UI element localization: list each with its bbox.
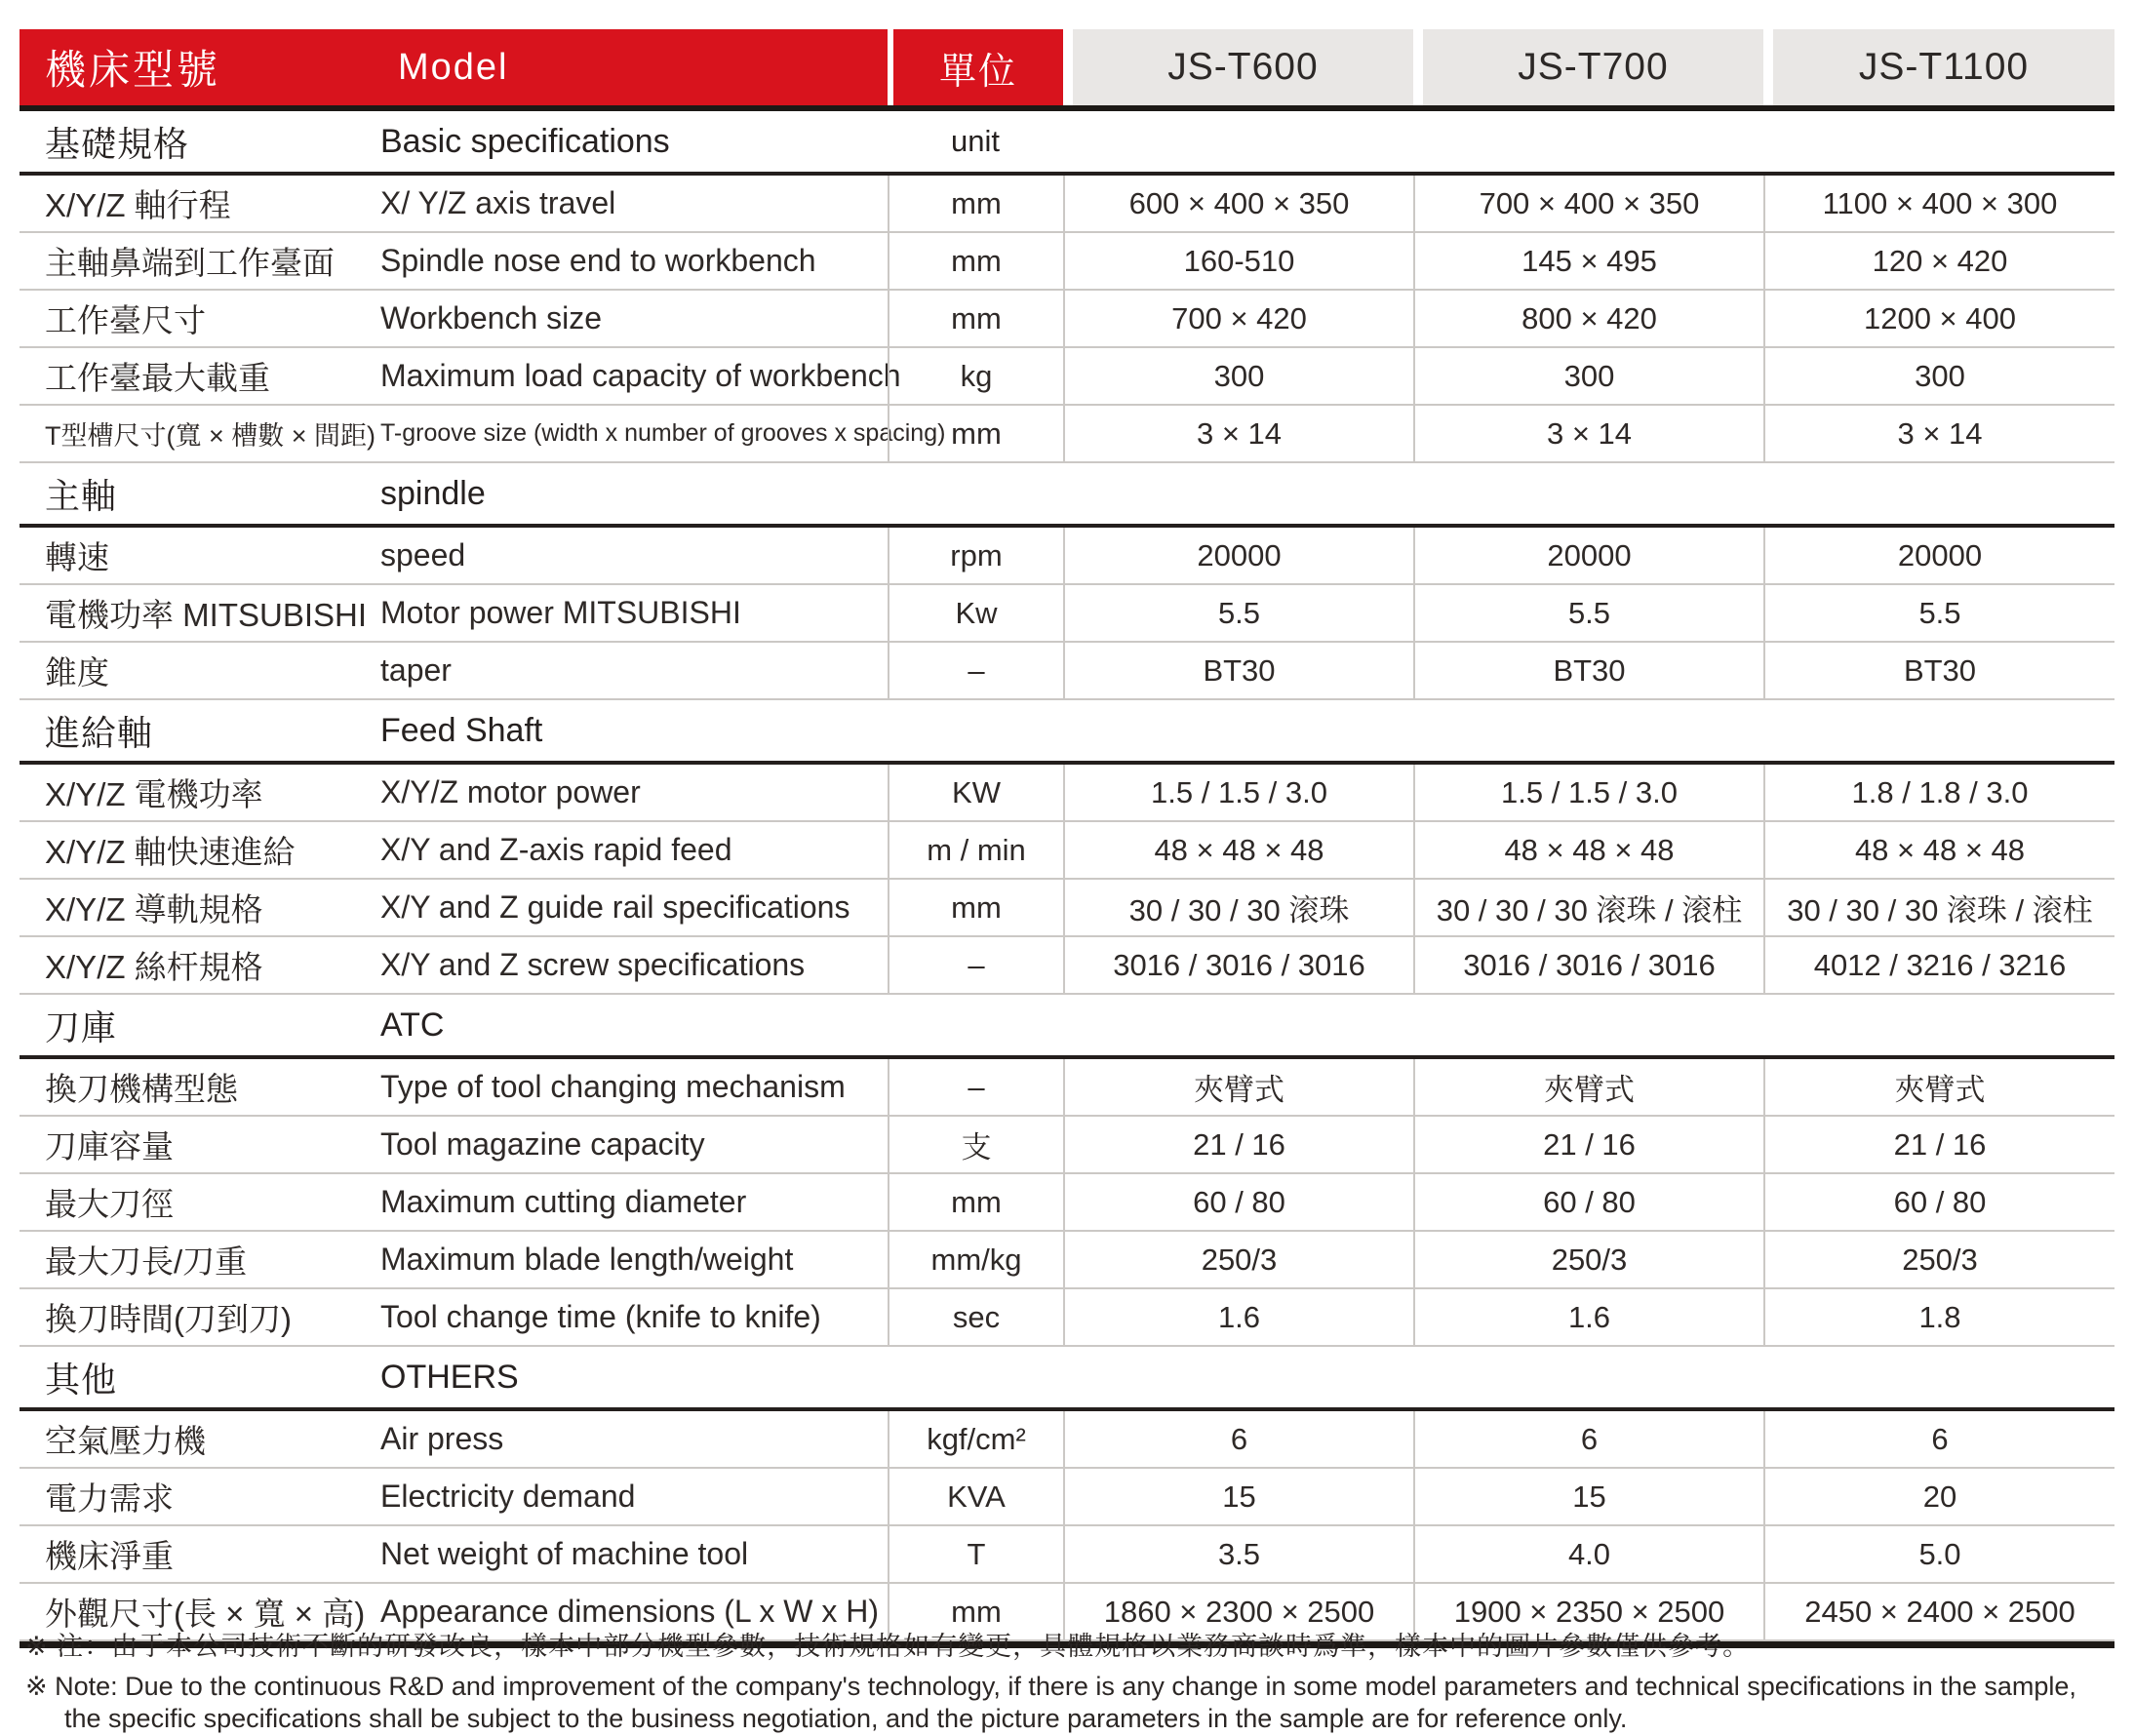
row-label-en: Workbench size bbox=[380, 300, 603, 335]
row-value: 1900 × 2350 × 2500 bbox=[1413, 1584, 1763, 1639]
row-value: 30 / 30 / 30 滚珠 / 滚柱 bbox=[1413, 880, 1763, 935]
spec-row bbox=[20, 1411, 2114, 1469]
section-title-zh: 主軸 bbox=[45, 475, 118, 516]
row-label-zh: X/Y/Z 電機功率 bbox=[45, 776, 263, 812]
row-label-en: X/Y and Z guide rail specifications bbox=[380, 889, 850, 925]
row-label-en: T-groove size (width x number of grooves x spacing) bbox=[380, 419, 946, 447]
section-row bbox=[20, 463, 2114, 528]
row-value: 48 × 48 × 48 bbox=[1413, 822, 1763, 878]
spec-row bbox=[20, 1174, 2114, 1232]
model-header-cell-js-t1100: JS-T1100 bbox=[1763, 29, 2114, 105]
row-label-zh: X/Y/Z 導軌規格 bbox=[45, 891, 263, 927]
row-value: 1.5 / 1.5 / 3.0 bbox=[1063, 765, 1413, 820]
row-label-zh: 機床淨重 bbox=[45, 1538, 174, 1574]
row-unit: sec bbox=[888, 1289, 1063, 1345]
spec-row bbox=[20, 348, 2114, 406]
row-value: 60 / 80 bbox=[1063, 1174, 1413, 1230]
row-label-en: Type of tool changing mechanism bbox=[380, 1069, 846, 1104]
spec-row bbox=[20, 1526, 2114, 1584]
row-label-en: X/Y/Z motor power bbox=[380, 774, 641, 809]
row-value: 160-510 bbox=[1063, 233, 1413, 289]
row-value: 5.0 bbox=[1763, 1526, 2114, 1582]
row-value: 20000 bbox=[1063, 528, 1413, 583]
row-value: 1.8 bbox=[1763, 1289, 2114, 1345]
spec-row bbox=[20, 528, 2114, 585]
row-label-zh: X/Y/Z 軸行程 bbox=[45, 187, 231, 223]
row-label-zh: X/Y/Z 絲杆規格 bbox=[45, 949, 263, 985]
row-label-en: taper bbox=[380, 652, 452, 688]
row-label-en: Tool change time (knife to knife) bbox=[380, 1299, 821, 1334]
row-value: 300 bbox=[1763, 348, 2114, 404]
row-unit: mm bbox=[888, 880, 1063, 935]
model-label-zh: 機床型號 bbox=[45, 47, 221, 93]
row-unit: KW bbox=[888, 765, 1063, 820]
row-value: 800 × 420 bbox=[1413, 291, 1763, 346]
row-value: 250/3 bbox=[1413, 1232, 1763, 1287]
row-value: 夾臂式 bbox=[1763, 1059, 2114, 1115]
row-label-en: Maximum blade length/weight bbox=[380, 1242, 794, 1277]
row-value: 3016 / 3016 / 3016 bbox=[1063, 937, 1413, 993]
row-value: 1.8 / 1.8 / 3.0 bbox=[1763, 765, 2114, 820]
row-unit: mm bbox=[888, 1584, 1063, 1639]
row-label-zh: 最大刀長/刀重 bbox=[45, 1243, 248, 1280]
row-value: 3 × 14 bbox=[1413, 406, 1763, 461]
row-label-zh: T型槽尺寸(寬 × 槽數 × 間距) bbox=[45, 421, 376, 451]
row-unit: mm/kg bbox=[888, 1232, 1063, 1287]
row-value: 1860 × 2300 × 2500 bbox=[1063, 1584, 1413, 1639]
section-unit-label: unit bbox=[951, 124, 1000, 158]
table-body bbox=[20, 111, 2114, 1641]
spec-row bbox=[20, 822, 2114, 880]
row-unit: m / min bbox=[888, 822, 1063, 878]
row-unit: – bbox=[888, 643, 1063, 698]
spec-row bbox=[20, 765, 2114, 822]
spec-row bbox=[20, 406, 2114, 463]
section-title-en: ATC bbox=[380, 1006, 445, 1044]
row-value: 250/3 bbox=[1063, 1232, 1413, 1287]
row-value: 145 × 495 bbox=[1413, 233, 1763, 289]
row-value: 1.6 bbox=[1413, 1289, 1763, 1345]
row-label-zh: 錐度 bbox=[45, 654, 109, 690]
row-value: 夾臂式 bbox=[1413, 1059, 1763, 1115]
row-unit: – bbox=[888, 937, 1063, 993]
row-value: 700 × 400 × 350 bbox=[1413, 176, 1763, 231]
model-header-cell-js-t600: JS-T600 bbox=[1063, 29, 1413, 105]
row-label-zh: 刀庫容量 bbox=[45, 1128, 174, 1164]
row-unit: kg bbox=[888, 348, 1063, 404]
row-value: 120 × 420 bbox=[1763, 233, 2114, 289]
row-label-en: X/ Y/Z axis travel bbox=[380, 185, 616, 220]
spec-row bbox=[20, 1117, 2114, 1174]
row-value: 6 bbox=[1413, 1411, 1763, 1467]
row-unit: T bbox=[888, 1526, 1063, 1582]
row-label-zh: 工作臺最大載重 bbox=[45, 360, 270, 396]
spec-row bbox=[20, 1059, 2114, 1117]
row-value: 3 × 14 bbox=[1063, 406, 1413, 461]
row-label-en: Appearance dimensions (L x W x H) bbox=[380, 1594, 880, 1629]
section-row bbox=[20, 995, 2114, 1059]
spec-row bbox=[20, 585, 2114, 643]
row-label-en: Air press bbox=[380, 1421, 504, 1456]
footnote-zh: ※ 注：由于本公司技術不斷的研發改良，樣本中部分機型參數，技術規格如有變更，具體規格以業務商談時爲準，樣本中的圖片參數僅供參考。 bbox=[25, 1632, 1751, 1661]
row-unit: mm bbox=[888, 406, 1063, 461]
section-row bbox=[20, 700, 2114, 765]
section-title-zh: 基礎規格 bbox=[45, 123, 190, 164]
section-title-en: Basic specifications bbox=[380, 122, 670, 160]
section-title-en: OTHERS bbox=[380, 1358, 519, 1396]
spec-row bbox=[20, 1469, 2114, 1526]
row-label-en: speed bbox=[380, 537, 466, 572]
row-value: 5.5 bbox=[1063, 585, 1413, 641]
row-value: 1.5 / 1.5 / 3.0 bbox=[1413, 765, 1763, 820]
spec-row bbox=[20, 176, 2114, 233]
row-value: 15 bbox=[1063, 1469, 1413, 1524]
spec-row bbox=[20, 1289, 2114, 1347]
row-value: 5.5 bbox=[1763, 585, 2114, 641]
row-label-zh: 最大刀徑 bbox=[45, 1186, 174, 1222]
row-value: 5.5 bbox=[1413, 585, 1763, 641]
row-label-zh: X/Y/Z 軸快速進給 bbox=[45, 834, 296, 870]
row-label-en: Electricity demand bbox=[380, 1479, 636, 1514]
row-value: 15 bbox=[1413, 1469, 1763, 1524]
row-unit: mm bbox=[888, 233, 1063, 289]
spec-row bbox=[20, 937, 2114, 995]
row-value: 2450 × 2400 × 2500 bbox=[1763, 1584, 2114, 1639]
row-value: 20000 bbox=[1763, 528, 2114, 583]
spec-row bbox=[20, 233, 2114, 291]
unit-header-cell: 單位 bbox=[888, 29, 1063, 105]
row-unit: 支 bbox=[888, 1117, 1063, 1172]
row-label-zh: 工作臺尺寸 bbox=[45, 302, 206, 338]
row-unit: Kw bbox=[888, 585, 1063, 641]
model-label-cell bbox=[20, 29, 888, 105]
row-value: BT30 bbox=[1063, 643, 1413, 698]
row-value: 30 / 30 / 30 滚珠 bbox=[1063, 880, 1413, 935]
row-label-zh: 電機功率 MITSUBISHI bbox=[45, 597, 368, 633]
row-value: 3 × 14 bbox=[1763, 406, 2114, 461]
spec-row bbox=[20, 643, 2114, 700]
row-unit: mm bbox=[888, 176, 1063, 231]
row-label-en: X/Y and Z screw specifications bbox=[380, 947, 806, 982]
row-value: 30 / 30 / 30 滚珠 / 滚柱 bbox=[1763, 880, 2114, 935]
row-value: 600 × 400 × 350 bbox=[1063, 176, 1413, 231]
row-unit: kgf/cm² bbox=[888, 1411, 1063, 1467]
row-value: 夾臂式 bbox=[1063, 1059, 1413, 1115]
row-label-zh: 轉速 bbox=[45, 539, 109, 575]
row-value: 48 × 48 × 48 bbox=[1063, 822, 1413, 878]
row-value: BT30 bbox=[1413, 643, 1763, 698]
spec-table bbox=[20, 29, 2114, 1648]
row-label-en: X/Y and Z-axis rapid feed bbox=[380, 832, 732, 867]
row-value: 6 bbox=[1763, 1411, 2114, 1467]
row-label-zh: 換刀時間(刀到刀) bbox=[45, 1301, 292, 1337]
row-value: 4012 / 3216 / 3216 bbox=[1763, 937, 2114, 993]
row-label-zh: 外觀尺寸(長 × 寬 × 高) bbox=[45, 1596, 366, 1632]
row-label-zh: 電力需求 bbox=[45, 1480, 174, 1517]
row-unit: KVA bbox=[888, 1469, 1063, 1524]
row-value: 48 × 48 × 48 bbox=[1763, 822, 2114, 878]
row-value: 21 / 16 bbox=[1063, 1117, 1413, 1172]
row-label-en: Tool magazine capacity bbox=[380, 1126, 705, 1162]
spec-row bbox=[20, 1232, 2114, 1289]
row-value: 60 / 80 bbox=[1763, 1174, 2114, 1230]
row-value: 3016 / 3016 / 3016 bbox=[1413, 937, 1763, 993]
row-value: 60 / 80 bbox=[1413, 1174, 1763, 1230]
row-value: 21 / 16 bbox=[1413, 1117, 1763, 1172]
spec-row bbox=[20, 291, 2114, 348]
row-label-en: Maximum load capacity of workbench bbox=[380, 358, 901, 393]
row-unit: mm bbox=[888, 291, 1063, 346]
row-value: BT30 bbox=[1763, 643, 2114, 698]
row-label-en: Net weight of machine tool bbox=[380, 1536, 749, 1571]
row-label-zh: 換刀機構型態 bbox=[45, 1071, 238, 1107]
row-value: 700 × 420 bbox=[1063, 291, 1413, 346]
row-value: 21 / 16 bbox=[1763, 1117, 2114, 1172]
row-unit: mm bbox=[888, 1174, 1063, 1230]
row-unit: rpm bbox=[888, 528, 1063, 583]
section-title-zh: 刀庫 bbox=[45, 1006, 118, 1047]
section-row bbox=[20, 111, 2114, 176]
row-unit: – bbox=[888, 1059, 1063, 1115]
row-label-zh: 主軸鼻端到工作臺面 bbox=[45, 245, 335, 281]
footnotes bbox=[25, 1631, 2103, 1736]
section-row bbox=[20, 1347, 2114, 1411]
row-value: 250/3 bbox=[1763, 1232, 2114, 1287]
row-value: 6 bbox=[1063, 1411, 1413, 1467]
row-label-zh: 空氣壓力機 bbox=[45, 1423, 206, 1459]
row-value: 1200 × 400 bbox=[1763, 291, 2114, 346]
section-title-en: spindle bbox=[380, 474, 486, 512]
section-title-zh: 其他 bbox=[45, 1359, 118, 1400]
row-label-en: Motor power MITSUBISHI bbox=[380, 595, 741, 630]
row-value: 300 bbox=[1063, 348, 1413, 404]
spec-row bbox=[20, 880, 2114, 937]
row-value: 20000 bbox=[1413, 528, 1763, 583]
footnote-en: ※ Note: Due to the continuous R&D and improvement of the company's technology, if there is any change in some model parameters and technical specifications in the sample, the specific specifications shall be subject to the business negotiation, and the picture parameters in the sample are for reference only. bbox=[25, 1672, 2076, 1734]
row-value: 3.5 bbox=[1063, 1526, 1413, 1582]
row-value: 4.0 bbox=[1413, 1526, 1763, 1582]
row-value: 20 bbox=[1763, 1469, 2114, 1524]
model-header-cell-js-t700: JS-T700 bbox=[1413, 29, 1763, 105]
table-header bbox=[20, 29, 2114, 105]
row-value: 300 bbox=[1413, 348, 1763, 404]
row-label-en: Spindle nose end to workbench bbox=[380, 243, 816, 278]
row-label-en: Maximum cutting diameter bbox=[380, 1184, 747, 1219]
section-title-en: Feed Shaft bbox=[380, 711, 543, 749]
section-title-zh: 進給軸 bbox=[45, 712, 154, 753]
row-value: 1100 × 400 × 300 bbox=[1763, 176, 2114, 231]
row-value: 1.6 bbox=[1063, 1289, 1413, 1345]
model-label-en: Model bbox=[398, 46, 509, 88]
